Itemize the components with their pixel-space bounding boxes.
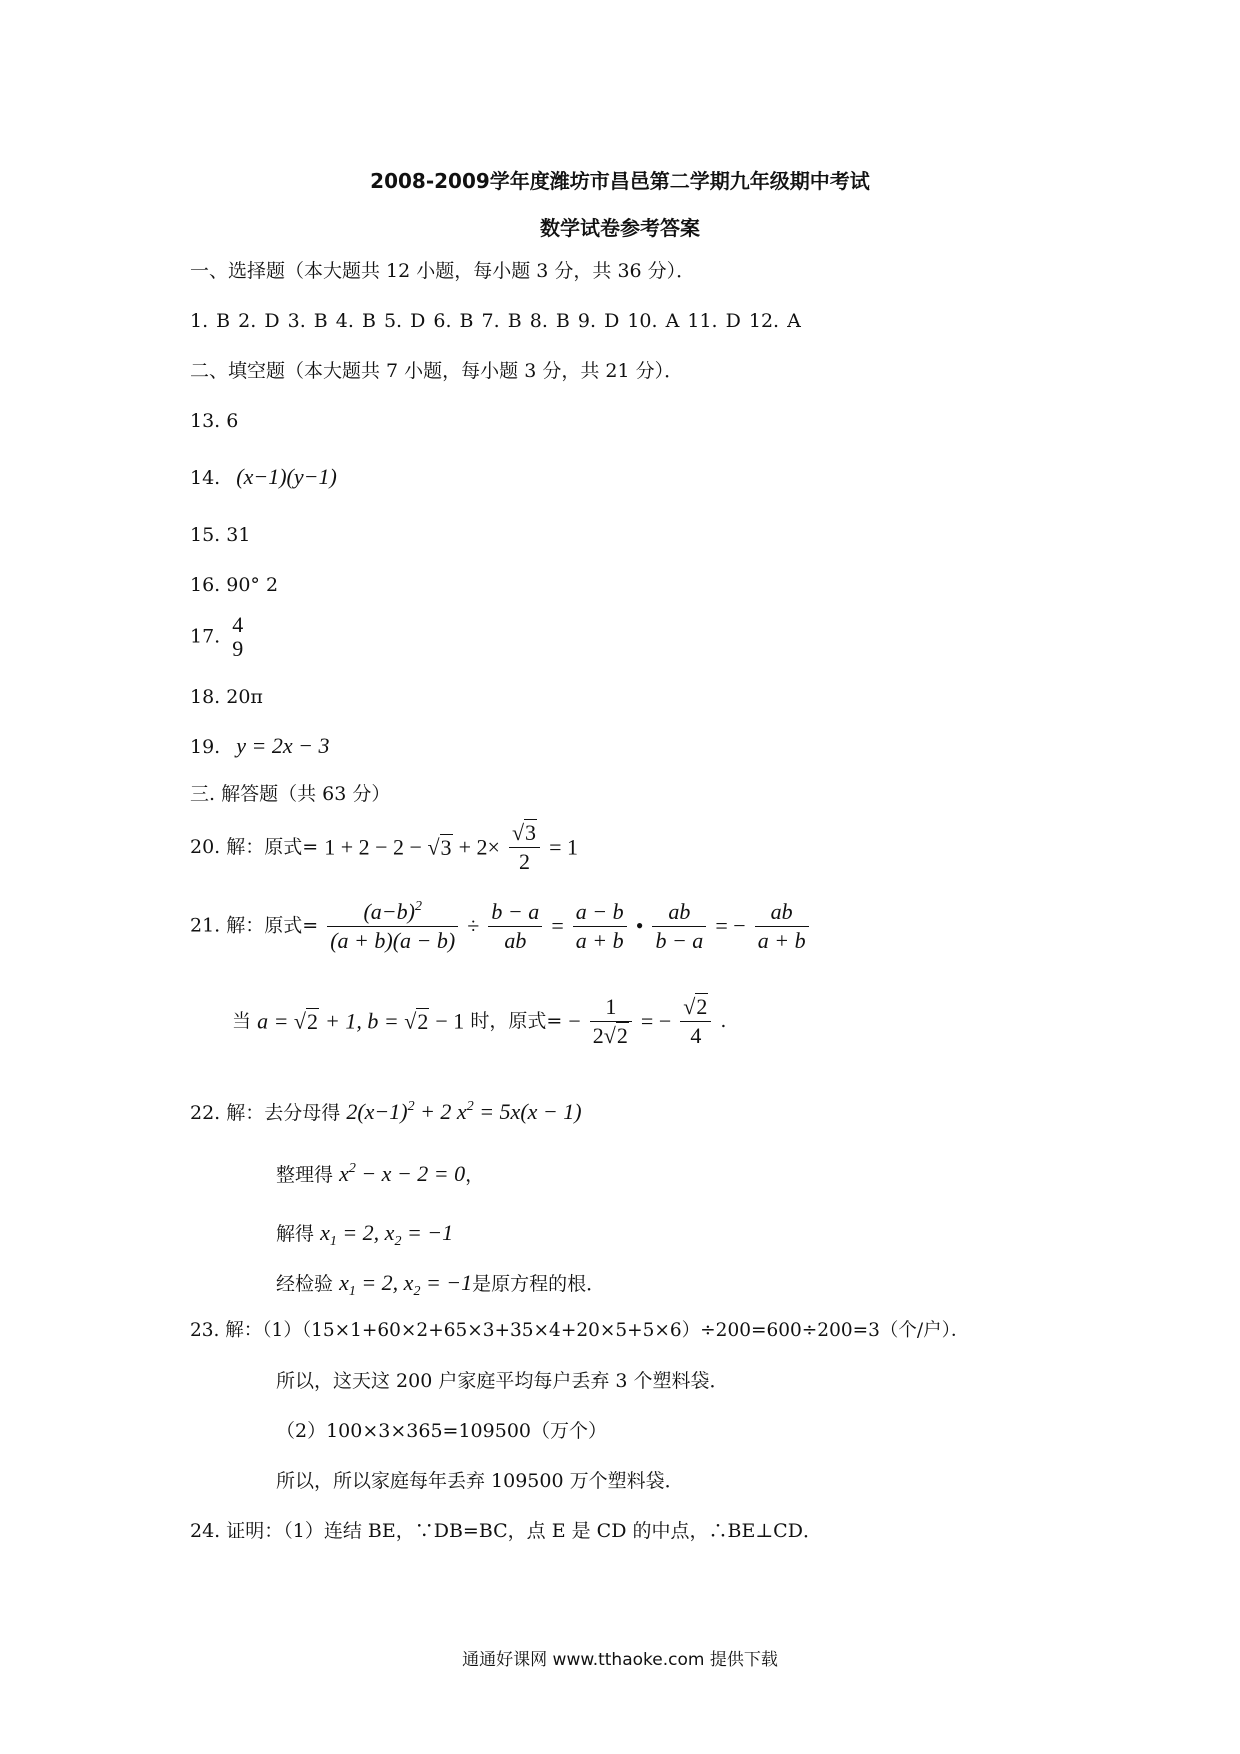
- answer-22: 22. 解：去分母得 $2(x-1)^2 + 2$ $x^2 = 5x(x - 1)$: [190, 1099, 582, 1124]
- answer-21-f1-denominator: (a + b)(a − b): [330, 928, 456, 953]
- answer-19: [190, 735, 330, 757]
- answer-19-label: 19.: [190, 736, 221, 758]
- answer-17-numerator: 4: [232, 612, 244, 637]
- answer-21-dot: •: [635, 913, 644, 938]
- answer-21-fraction-4: $\frac{ab}{b - a}$: [652, 901, 706, 952]
- answer-23-line-4: 所以，所以家庭每年丢弃 109500 万个塑料袋．: [276, 1470, 684, 1492]
- answer-14: [190, 466, 337, 488]
- answer-21-equals-2: = −: [715, 913, 746, 938]
- section1-heading: 一、选择题（本大题共 12 小题，每小题 3 分，共 36 分）．: [190, 260, 696, 282]
- answer-17: [190, 614, 249, 660]
- answer-20-expr-b: + 2×: [458, 834, 500, 860]
- answer-20-result: = 1: [549, 834, 579, 860]
- page-title: 2008-2009学年度潍坊市昌邑第二学期九年级期中考试: [370, 169, 870, 193]
- answer-21-fraction-5: $\frac{ab}{a + b}$: [755, 901, 809, 952]
- answer-20: [190, 822, 578, 873]
- section1-answers: 1. B 2. D 3. B 4. B 5. D 6. B 7. B 8. B 9. D 10. A 11. D 12. A: [190, 310, 801, 332]
- answer-18: 18. 20π: [190, 686, 263, 708]
- answer-21-result-fraction-2: $\frac{√2}{4}$: [680, 996, 711, 1047]
- answer-21-f1-numerator: $(a-b)^2$: [327, 900, 458, 927]
- answer-23-line-3: （2）100×3×365=109500（万个）: [276, 1420, 607, 1442]
- answer-16: 16. 90° 2: [190, 574, 279, 596]
- answer-17-label: 17.: [190, 625, 221, 648]
- answer-21-fraction-3: $\frac{a - b}{a + b}$: [573, 901, 627, 952]
- section2-heading: 二、填空题（本大题共 7 小题，每小题 3 分，共 21 分）．: [190, 360, 684, 382]
- page-subtitle: 数学试卷参考答案: [540, 216, 700, 240]
- answer-17-denominator: 9: [232, 636, 244, 661]
- answer-23-line-2: 所以，这天这 200 户家庭平均每户丢弃 3 个塑料袋．: [276, 1370, 729, 1392]
- answer-22-step-3: 解得 $x_1 = 2$, $x_2 = -1$: [276, 1220, 454, 1249]
- answer-22-step-4: 经检验 $x_1 = 2$, $x_2 = -1$是原方程的根．: [276, 1270, 606, 1299]
- answer-21-fraction-2: $\frac{b - a}{ab}$: [488, 901, 542, 952]
- answer-21-fraction-1: [327, 900, 458, 952]
- answer-21-equals-1: =: [551, 913, 564, 938]
- answer-21-result-fraction-1: $\frac{1}{2√2}$: [590, 996, 632, 1047]
- answer-20-label: 20. 解：原式=: [190, 836, 319, 858]
- answer-21-label: 21. 解：原式=: [190, 914, 319, 937]
- answer-21-substitution: 当 a = √2 + 1, b = √2 − 1 时，原式= − $\frac{1}{2√2}$ = − $\frac{√2}{4}$ .: [232, 994, 727, 1048]
- answer-21: [190, 900, 812, 952]
- answer-22-step-2: 整理得 $x^2 - x - 2 = 0$，: [276, 1161, 485, 1186]
- answer-20-expr-a: 1 + 2 − 2 −: [324, 834, 428, 860]
- section3-heading: 三. 解答题（共 63 分）: [190, 783, 391, 805]
- answer-17-fraction: [229, 614, 246, 660]
- answer-24-line-1: 24. 证明：（1）连结 BE，∵DB=BC，点 E 是 CD 的中点，∴BE⊥CD．: [190, 1520, 822, 1542]
- answer-23-line-1: 23. 解：（1）（15×1+60×2+65×3+35×4+20×5+5×6）÷200=600÷200=3（个/户）．: [190, 1320, 970, 1341]
- answer-20-fraction: [509, 822, 540, 873]
- answer-15: 15. 31: [190, 524, 251, 546]
- answer-13: 13. 6: [190, 410, 239, 432]
- answer-20-sqrt3: √3: [427, 834, 452, 860]
- answer-20-frac-denominator: 2: [519, 849, 530, 874]
- answer-21-divide: ÷: [467, 913, 480, 938]
- answer-20-frac-numerator: √3: [509, 822, 540, 848]
- answer-19-math: y = 2x − 3: [236, 733, 330, 758]
- answer-14-math: (x−1)(y−1): [236, 464, 337, 489]
- answer-14-label: 14.: [190, 467, 221, 489]
- page-footer: 通通好课网 www.tthaoke.com 提供下载: [462, 1650, 778, 1670]
